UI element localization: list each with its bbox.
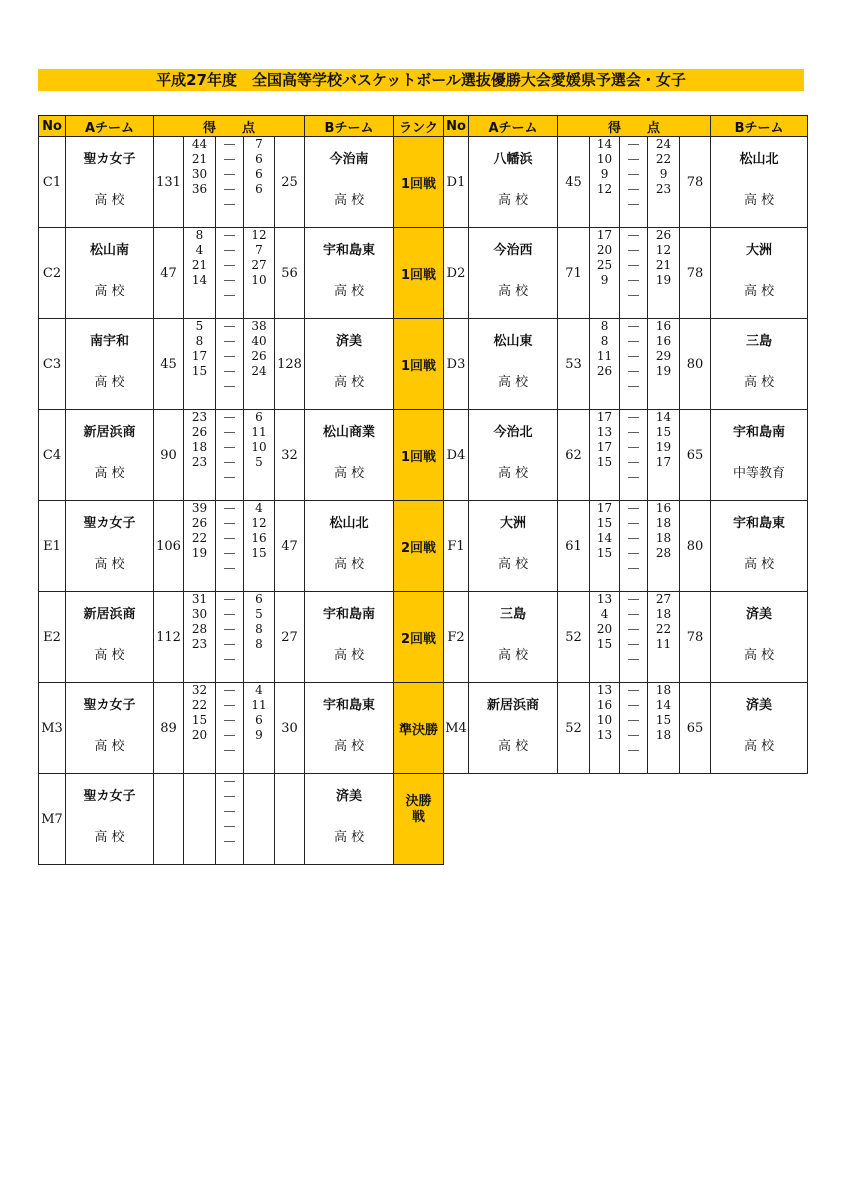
score-separator: — — — — — <box>216 501 244 592</box>
team-name: 大洲 <box>500 516 527 531</box>
team-suffix: 高 校 <box>743 557 775 572</box>
team-suffix: 高 校 <box>333 466 365 481</box>
left-match-no: E2 <box>39 592 66 683</box>
right-b-team <box>711 228 808 319</box>
left-a-total: 89 <box>154 683 184 774</box>
left-a-quarters <box>184 774 216 865</box>
right-match-no: D1 <box>444 137 469 228</box>
left-b-team <box>305 410 394 501</box>
score-separator: — — — — — <box>216 137 244 228</box>
left-b-total: 32 <box>275 410 305 501</box>
table-header-row <box>39 116 808 137</box>
team-name: 済美 <box>746 698 773 713</box>
team-suffix: 高 校 <box>333 557 365 572</box>
team-suffix: 高 校 <box>333 648 365 663</box>
right-match-no: D2 <box>444 228 469 319</box>
right-b-total: 78 <box>680 228 711 319</box>
right-a-quarters: 17 15 14 15 <box>590 501 620 592</box>
round-label: 2回戦 <box>394 592 444 683</box>
left-a-quarters: 31 30 28 23 <box>184 592 216 683</box>
left-b-quarters: 38 40 26 24 <box>244 319 275 410</box>
team-suffix: 高 校 <box>333 375 365 390</box>
team-name: 新居浜商 <box>83 607 136 622</box>
left-a-team <box>66 501 154 592</box>
table-row <box>39 319 808 410</box>
right-b-quarters: 16 18 18 28 <box>648 501 680 592</box>
score-separator: — — — — — <box>620 501 648 592</box>
team-name: 松山北 <box>329 516 369 531</box>
round-label: 2回戦 <box>394 501 444 592</box>
team-suffix: 高 校 <box>497 466 529 481</box>
score-separator: — — — — — <box>216 592 244 683</box>
right-a-team <box>469 683 558 774</box>
left-b-team <box>305 137 394 228</box>
table-row <box>39 501 808 592</box>
round-label: 決勝戦 <box>394 774 444 865</box>
team-name: 済美 <box>336 334 363 349</box>
left-a-total: 131 <box>154 137 184 228</box>
page-title: 平成27年度 全国高等学校バスケットボール選抜優勝大会愛媛県予選会・女子 <box>38 69 804 91</box>
team-suffix: 高 校 <box>94 557 125 572</box>
team-suffix: 高 校 <box>94 466 125 481</box>
left-a-total <box>154 774 184 865</box>
right-match-no: M4 <box>444 683 469 774</box>
left-b-team <box>305 592 394 683</box>
right-match-no: F1 <box>444 501 469 592</box>
left-a-total: 45 <box>154 319 184 410</box>
score-separator: — — — — — <box>216 319 244 410</box>
score-separator: — — — — — <box>216 228 244 319</box>
team-name: 今治北 <box>493 425 533 440</box>
left-b-total: 47 <box>275 501 305 592</box>
right-b-quarters: 18 14 15 18 <box>648 683 680 774</box>
team-suffix: 高 校 <box>743 284 775 299</box>
left-a-quarters: 44 21 30 36 <box>184 137 216 228</box>
team-name: 宇和島東 <box>733 516 786 531</box>
team-suffix: 高 校 <box>497 375 529 390</box>
left-a-team <box>66 319 154 410</box>
team-name: 松山南 <box>89 243 129 258</box>
team-suffix: 高 校 <box>743 193 775 208</box>
left-a-quarters: 32 22 15 20 <box>184 683 216 774</box>
team-name: 松山商業 <box>323 425 376 440</box>
team-name: 宇和島南 <box>323 607 376 622</box>
right-b-total: 78 <box>680 592 711 683</box>
score-separator: — — — — — <box>620 319 648 410</box>
score-separator: — — — — — <box>216 774 244 865</box>
round-label: 1回戦 <box>394 228 444 319</box>
left-match-no: C1 <box>39 137 66 228</box>
right-b-team <box>711 319 808 410</box>
team-name: 今治西 <box>493 243 533 258</box>
table-row <box>39 410 808 501</box>
right-match-no: D3 <box>444 319 469 410</box>
right-b-total: 80 <box>680 319 711 410</box>
table-row <box>39 228 808 319</box>
left-a-team <box>66 683 154 774</box>
empty-area <box>444 774 808 865</box>
team-suffix: 高 校 <box>497 648 529 663</box>
right-b-team <box>711 592 808 683</box>
score-separator: — — — — — <box>216 683 244 774</box>
score-separator: — — — — — <box>620 228 648 319</box>
right-b-total: 80 <box>680 501 711 592</box>
left-a-total: 90 <box>154 410 184 501</box>
left-b-total: 56 <box>275 228 305 319</box>
right-a-team <box>469 592 558 683</box>
team-name: 聖カ女子 <box>83 516 136 531</box>
left-b-total: 25 <box>275 137 305 228</box>
left-b-team <box>305 228 394 319</box>
right-b-team <box>711 501 808 592</box>
right-a-total: 52 <box>558 683 590 774</box>
left-b-total: 30 <box>275 683 305 774</box>
team-name: 聖カ女子 <box>83 789 136 804</box>
team-name: 南宇和 <box>89 334 129 349</box>
right-b-quarters: 27 18 22 11 <box>648 592 680 683</box>
team-name: 松山東 <box>493 334 533 349</box>
round-label: 1回戦 <box>394 410 444 501</box>
team-suffix: 高 校 <box>94 193 125 208</box>
score-separator: — — — — — <box>620 683 648 774</box>
left-b-total <box>275 774 305 865</box>
round-label: 1回戦 <box>394 319 444 410</box>
left-b-quarters: 12 7 27 10 <box>244 228 275 319</box>
team-suffix: 高 校 <box>333 739 365 754</box>
team-name: 宇和島東 <box>323 243 376 258</box>
left-a-total: 47 <box>154 228 184 319</box>
right-b-team <box>711 683 808 774</box>
left-b-team <box>305 319 394 410</box>
header-a-team: Aチーム <box>66 116 154 137</box>
left-a-team <box>66 410 154 501</box>
header-rank: ランク <box>394 116 444 137</box>
left-match-no: M7 <box>39 774 66 865</box>
left-a-team <box>66 592 154 683</box>
left-b-quarters: 7 6 6 6 <box>244 137 275 228</box>
right-a-quarters: 8 8 11 26 <box>590 319 620 410</box>
left-match-no: M3 <box>39 683 66 774</box>
header-a-team: Aチーム <box>469 116 558 137</box>
right-a-quarters: 17 20 25 9 <box>590 228 620 319</box>
left-b-team <box>305 683 394 774</box>
header-no: No <box>444 116 469 137</box>
results-table <box>38 115 808 865</box>
right-b-quarters: 24 22 9 23 <box>648 137 680 228</box>
left-match-no: E1 <box>39 501 66 592</box>
team-suffix: 高 校 <box>497 284 529 299</box>
team-name: 三島 <box>746 334 773 349</box>
table-row <box>39 774 808 865</box>
left-a-team <box>66 137 154 228</box>
right-a-total: 61 <box>558 501 590 592</box>
team-name: 聖カ女子 <box>83 698 136 713</box>
table-row <box>39 683 808 774</box>
team-name: 済美 <box>336 789 363 804</box>
team-name: 大洲 <box>746 243 773 258</box>
right-b-team <box>711 137 808 228</box>
left-b-team <box>305 501 394 592</box>
left-b-team <box>305 774 394 865</box>
team-name: 新居浜商 <box>83 425 136 440</box>
score-separator: — — — — — <box>620 410 648 501</box>
left-b-quarters: 4 12 16 15 <box>244 501 275 592</box>
header-no: No <box>39 116 66 137</box>
right-b-total: 78 <box>680 137 711 228</box>
team-suffix: 高 校 <box>94 648 125 663</box>
team-suffix: 高 校 <box>94 284 125 299</box>
right-match-no: D4 <box>444 410 469 501</box>
team-suffix: 高 校 <box>743 739 775 754</box>
team-name: 宇和島東 <box>323 698 376 713</box>
team-name: 三島 <box>500 607 527 622</box>
team-name: 聖カ女子 <box>83 152 136 167</box>
right-a-total: 53 <box>558 319 590 410</box>
right-b-quarters: 26 12 21 19 <box>648 228 680 319</box>
right-a-total: 62 <box>558 410 590 501</box>
score-separator: — — — — — <box>620 592 648 683</box>
left-b-quarters: 4 11 6 9 <box>244 683 275 774</box>
left-a-total: 112 <box>154 592 184 683</box>
score-separator: — — — — — <box>216 410 244 501</box>
header-points: 得点 <box>558 116 711 137</box>
team-name: 今治南 <box>329 152 369 167</box>
header-b-team: Bチーム <box>711 116 808 137</box>
team-suffix: 高 校 <box>743 648 775 663</box>
table-row <box>39 592 808 683</box>
left-a-quarters: 39 26 22 19 <box>184 501 216 592</box>
right-a-total: 71 <box>558 228 590 319</box>
right-a-quarters: 13 16 10 13 <box>590 683 620 774</box>
left-a-total: 106 <box>154 501 184 592</box>
left-match-no: C2 <box>39 228 66 319</box>
round-label: 準決勝 <box>394 683 444 774</box>
left-b-total: 128 <box>275 319 305 410</box>
round-label: 1回戦 <box>394 137 444 228</box>
team-suffix: 高 校 <box>497 739 529 754</box>
team-suffix: 高 校 <box>333 193 365 208</box>
left-a-quarters: 5 8 17 15 <box>184 319 216 410</box>
right-b-team <box>711 410 808 501</box>
right-b-total: 65 <box>680 410 711 501</box>
right-a-team <box>469 228 558 319</box>
right-a-team <box>469 410 558 501</box>
left-b-quarters: 6 5 8 8 <box>244 592 275 683</box>
team-suffix: 中等教育 <box>733 466 786 481</box>
team-name: 宇和島南 <box>733 425 786 440</box>
left-a-team <box>66 228 154 319</box>
right-b-quarters: 14 15 19 17 <box>648 410 680 501</box>
score-separator: — — — — — <box>620 137 648 228</box>
team-suffix: 高 校 <box>497 557 529 572</box>
left-b-total: 27 <box>275 592 305 683</box>
right-a-total: 45 <box>558 137 590 228</box>
right-a-team <box>469 137 558 228</box>
right-b-quarters: 16 16 29 19 <box>648 319 680 410</box>
team-name: 済美 <box>746 607 773 622</box>
table-row <box>39 137 808 228</box>
team-suffix: 高 校 <box>94 830 125 845</box>
header-points: 得点 <box>154 116 305 137</box>
right-a-quarters: 14 10 9 12 <box>590 137 620 228</box>
header-b-team: Bチーム <box>305 116 394 137</box>
team-name: 松山北 <box>739 152 779 167</box>
right-a-total: 52 <box>558 592 590 683</box>
left-b-quarters: 6 11 10 5 <box>244 410 275 501</box>
team-suffix: 高 校 <box>497 193 529 208</box>
team-name: 新居浜商 <box>487 698 540 713</box>
team-suffix: 高 校 <box>94 739 125 754</box>
right-a-quarters: 13 4 20 15 <box>590 592 620 683</box>
team-name: 八幡浜 <box>493 152 533 167</box>
left-match-no: C4 <box>39 410 66 501</box>
left-a-team <box>66 774 154 865</box>
team-suffix: 高 校 <box>333 830 365 845</box>
team-suffix: 高 校 <box>94 375 125 390</box>
right-a-quarters: 17 13 17 15 <box>590 410 620 501</box>
right-match-no: F2 <box>444 592 469 683</box>
left-b-quarters <box>244 774 275 865</box>
right-b-total: 65 <box>680 683 711 774</box>
left-a-quarters: 8 4 21 14 <box>184 228 216 319</box>
right-a-team <box>469 501 558 592</box>
left-match-no: C3 <box>39 319 66 410</box>
right-a-team <box>469 319 558 410</box>
left-a-quarters: 23 26 18 23 <box>184 410 216 501</box>
team-suffix: 高 校 <box>743 375 775 390</box>
team-suffix: 高 校 <box>333 284 365 299</box>
